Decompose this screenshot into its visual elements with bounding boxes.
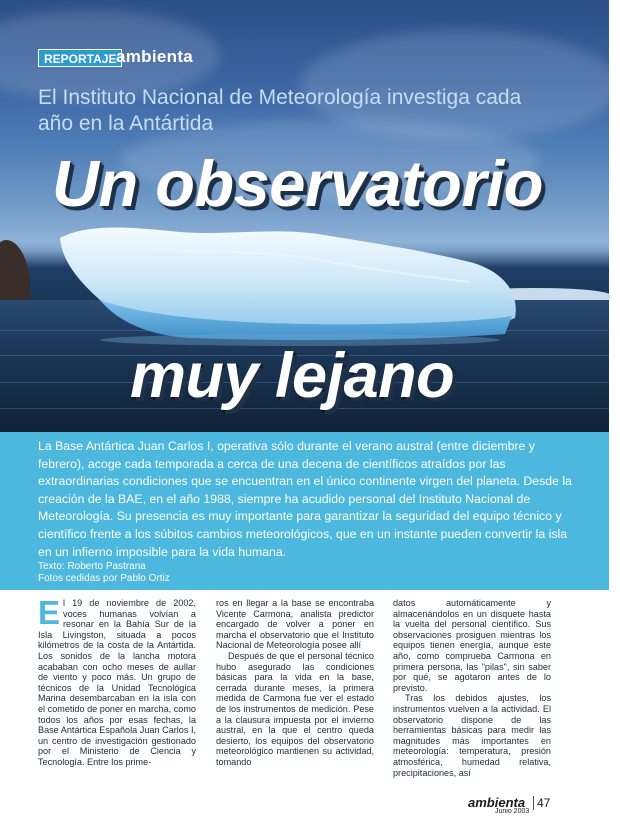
body-column-2 bbox=[216, 598, 374, 766]
body-paragraph: Después de que el personal técnico hubo asegurado las condiciones básicas para la vida en la base, cerrada durante meses, la primera medida de Carmona fue ver el estado de los instrumentos de medición. Pese a la clausura impuesta por el invierno austral, en la que el centro queda desierto, los equipos del observatorio meteorológico mantienen su actividad, tomando bbox=[216, 650, 374, 767]
paragraph-text: l 19 de noviembre de 2002, voces humanas volvían a resonar en la Bahía Sur de la Isla Livingston, situada a pocos kilómetros de la costa de la Antártida. Los sonidos de la lancha motora acababan con ocho meses de aullar de viento y poco más. Un grupo de técnicos de la Unidad Tecnológica Marina desembarcaban en la isla con el cometido de poner en marcha, como todos los años por esas fechas, la Base Antártica Española Juan Carlos I, un centro de investigación gestionado por el Ministerio de Ciencia y Tecnología. Entre los prime- bbox=[38, 598, 196, 767]
section-tag: REPORTAJE bbox=[38, 49, 122, 67]
body-paragraph: datos automáticamente y almacenándolos en un disquete hasta la vuelta del personal científico. Sus observaciones prosiguen mientras los equipos tienen energía, aunque este año, como comprueba Carmona en primera persona, las "pilas", sin saber por qué, se agotaron antes de lo previsto. bbox=[393, 598, 551, 693]
body-column-3 bbox=[393, 598, 551, 778]
footer-date: Junio 2003 bbox=[495, 808, 530, 815]
section-name: ambienta bbox=[116, 47, 194, 66]
body-paragraph: ros en llegar a la base se encontraba Vicente Carmona, analista predictor encargado de volver a poner en marcha el observatorio que el Instituto Nacional de Meteorología posee allí bbox=[216, 598, 374, 651]
credit-text: Texto: Roberto Pastrana bbox=[38, 561, 146, 572]
credit-photos: Fotos cedidas por Pablo Ortiz bbox=[38, 572, 170, 584]
body-paragraph bbox=[38, 594, 196, 768]
article-kicker: El Instituto Nacional de Meteorología investiga cada año en la Antártida bbox=[38, 86, 522, 135]
intro-paragraph: La Base Antártica Juan Carlos I, operativa sólo durante el verano austral (entre diciembre y febrero), acoge cada temporada a cerca de una decena de científicos atraídos por las extraordinarias condiciones que se encuentran en el único continente virgen del planeta. Desde la creación de la BAE, en el año 1988, siempre ha acudido personal del Instituto Nacional de Meteorología. Su presencia es muy importante para garantizar la seguridad del equipo técnico y científico frente a los súbitos cambios meteorológicos, que en un instante pueden convertir la isla en un infierno imposible para la vida humana. bbox=[38, 439, 572, 559]
body-column-1 bbox=[38, 594, 196, 767]
page-number: 47 bbox=[533, 796, 550, 810]
footer-brand: ambienta bbox=[468, 795, 526, 810]
intro-band bbox=[0, 432, 609, 590]
credits bbox=[38, 561, 170, 584]
drop-cap: E bbox=[38, 594, 61, 631]
body-paragraph: Tras los debidos ajustes, los instrumentos vuelven a la actividad. El observatorio dispone de las herramientas básicas para medir las magnitudes más importantes en meteorología: temperatura, presión atmosférica, humedad relativa, precipitaciones, así bbox=[393, 693, 551, 778]
article-title-line1: Un observatorio bbox=[52, 147, 543, 220]
article-title-line2: muy lejano bbox=[130, 341, 455, 411]
